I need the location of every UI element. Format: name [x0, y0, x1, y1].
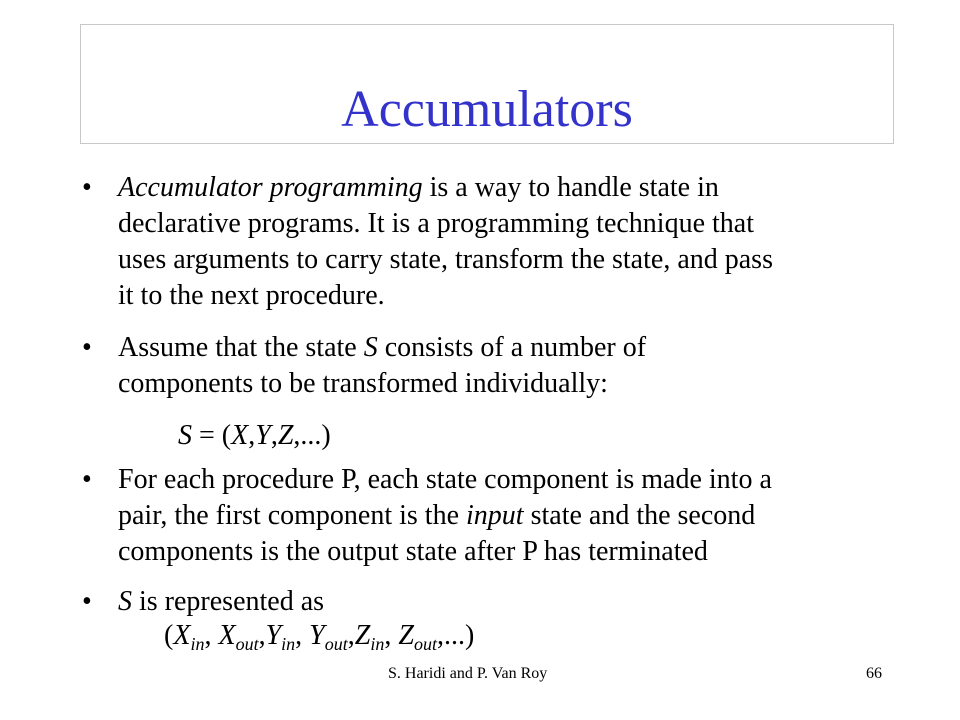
bullet-2-line-1: [118, 330, 898, 366]
formula-z: Z: [277, 420, 294, 451]
formula-x: X: [231, 420, 249, 451]
bullet-2-text: [118, 330, 898, 402]
formula-open-paren: (: [164, 620, 174, 651]
bullet-marker: •: [82, 586, 92, 617]
subscript-in: in: [370, 634, 385, 654]
bullet-1-line-1-rest: is a way to handle state in: [422, 172, 719, 203]
formula-y: Y: [255, 420, 271, 451]
page-number: 66: [866, 665, 882, 682]
bullet-4-line-1: [118, 584, 898, 620]
formula-comma: ,: [295, 620, 310, 651]
state-formula: [178, 418, 331, 454]
subscript-in: in: [281, 634, 296, 654]
formula-comma: ,: [347, 620, 355, 651]
formula-end: ,...): [436, 620, 475, 651]
bullet-3-line-1: For each procedure P, each state component is made into a: [118, 464, 772, 495]
bullet-marker: •: [82, 172, 92, 203]
formula-x: X: [173, 620, 191, 651]
formula-comma: ,: [248, 420, 256, 451]
subscript-out: out: [235, 634, 259, 654]
slide-title: Accumulators: [341, 81, 633, 138]
formula-comma: ,: [270, 420, 278, 451]
var-s: S: [118, 586, 132, 617]
bullet-marker: •: [82, 332, 92, 363]
subscript-out: out: [413, 634, 437, 654]
bullet-3-line-2: [118, 498, 898, 534]
bullet-3-line-2-pre: pair, the first component is the: [118, 500, 467, 531]
bullet-1-text: [118, 170, 898, 314]
bullet-2-line-1-post: consists of a number of: [377, 332, 647, 363]
formula-z: Z: [354, 620, 371, 651]
bullet-1-line-2: declarative programs. It is a programming technique that: [118, 208, 755, 239]
formula-s: S: [178, 420, 192, 451]
bullet-3-line-3: components is the output state after P has terminated: [118, 536, 708, 567]
formula-y: Y: [309, 620, 325, 651]
subscript-out: out: [324, 634, 348, 654]
var-s: S: [363, 332, 378, 363]
formula-y: Y: [265, 620, 282, 651]
bullet-2-line-1-pre: Assume that the state: [118, 332, 364, 363]
bullet-2-line-2: components to be transformed individually:: [118, 368, 608, 399]
bullet-1-line-3: uses arguments to carry state, transform the state, and pass: [118, 244, 773, 275]
formula-comma: ,: [258, 620, 266, 651]
bullet-1-line-4: it to the next procedure.: [118, 280, 385, 311]
formula-z: Z: [398, 620, 414, 651]
formula-eq: = (: [192, 420, 232, 451]
bullet-4-text: [118, 584, 898, 620]
bullet-4-rest: is represented as: [132, 586, 325, 617]
bullet-3-text: [118, 462, 898, 570]
formula-comma: ,: [204, 620, 219, 651]
formula-rest: ,...): [293, 420, 331, 451]
bullet-marker: •: [82, 464, 92, 495]
title-frame: [80, 24, 894, 144]
state-pairs-formula: [164, 618, 474, 654]
bullet-1-line-1: [118, 170, 898, 206]
footer-author: S. Haridi and P. Van Roy: [388, 665, 548, 682]
formula-comma: ,: [384, 620, 399, 651]
formula-x: X: [218, 620, 236, 651]
term-input: input: [466, 500, 524, 531]
term-accumulator-programming: Accumulator programming: [118, 172, 423, 203]
bullet-3-line-2-post: state and the second: [523, 500, 756, 531]
subscript-in: in: [190, 634, 205, 654]
